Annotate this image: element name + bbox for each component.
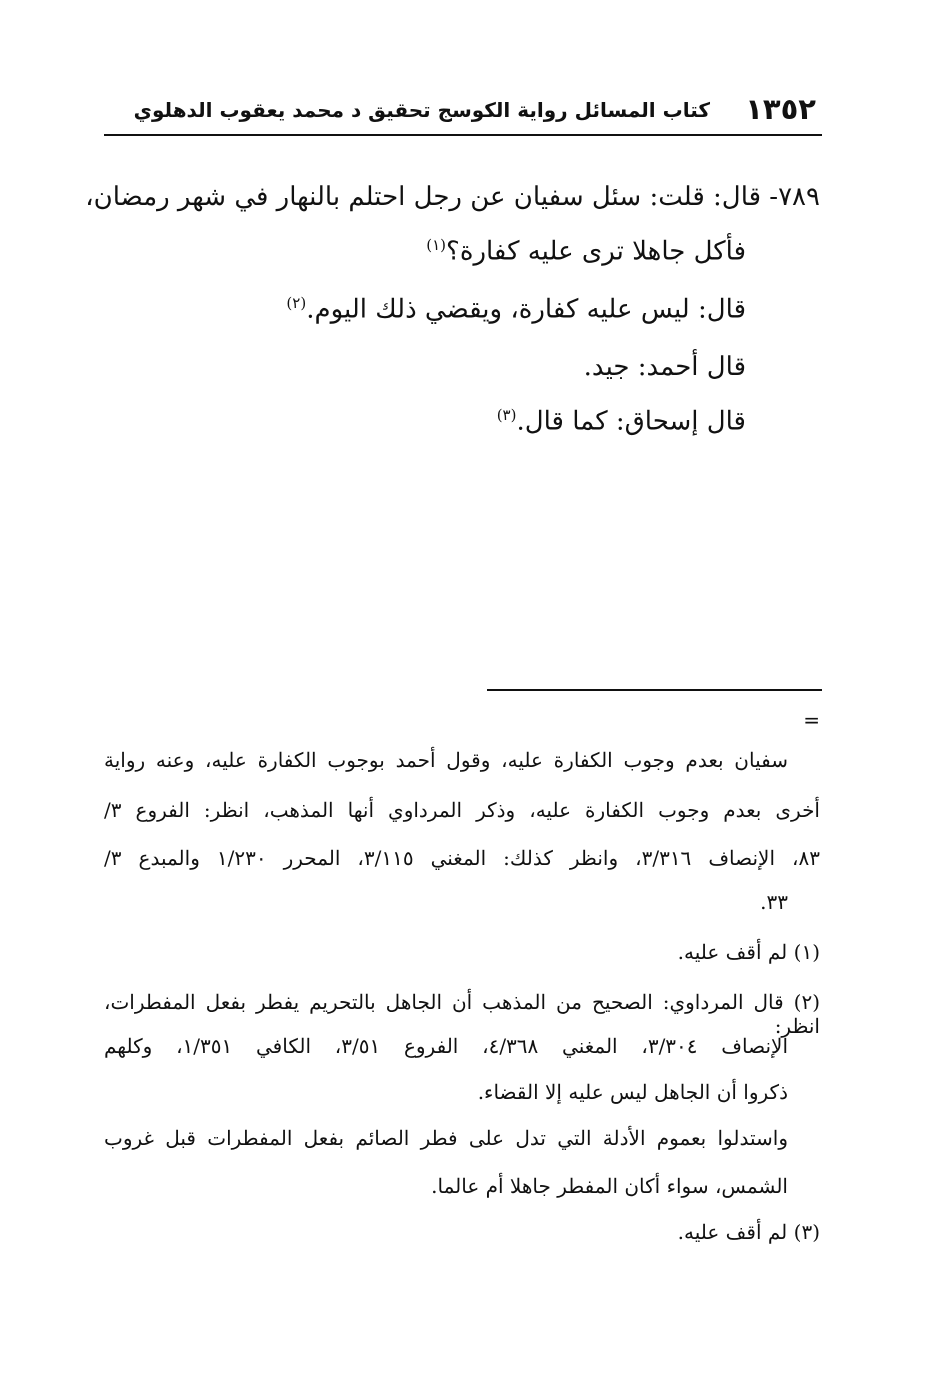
footnote-ref-3: (٣) [496,406,517,424]
main-line-4: قال أحمد: جيد. [583,352,746,382]
main-line-5-text: قال إسحاق: كما قال. [516,406,746,437]
footnote-2-line-1: (٢) قال المرداوي: الصحيح من المذهب أن الجاهل بالتحريم يفطر بفعل المفطرات، انظر: [104,990,820,1038]
footnote-2-line-2: الإنصاف ٣/٣٠٤، المغني ٤/٣٦٨، الفروع ٣/٥١، الكافي ١/٣٥١، وكلهم [104,1034,788,1058]
footnote-ref-1: (١) [426,236,447,254]
footnote-cont-line-1: سفيان بعدم وجوب الكفارة عليه، وقول أحمد بوجوب الكفارة عليه، وعنه رواية [104,748,788,772]
main-line-1: ٧٨٩- قال: قلت: سئل سفيان عن رجل احتلم بالنهار في شهر رمضان، [85,182,820,212]
running-title: كتاب المسائل رواية الكوسج تحقيق د محمد يعقوب الدهلوي [133,98,710,122]
main-line-3 [286,294,746,325]
footnote-1: (١) لم أقف عليه. [677,940,820,964]
footnote-rule [487,689,822,691]
footnote-3: (٣) لم أقف عليه. [677,1220,820,1244]
main-line-2-text: فأكل جاهلا ترى عليه كفارة؟ [446,236,746,267]
page-header [104,84,822,136]
main-line-2 [426,236,746,267]
page-number: ١٣٥٢ [745,92,816,126]
footnote-cont-line-3: ٨٣، الإنصاف ٣/٣١٦، وانظر كذلك: المغني ٣/١١٥، المحرر ١/٢٣٠ والمبدع ٣/ [104,846,820,870]
footnote-2-line-5: الشمس، سواء أكان المفطر جاهلا أم عالما. [431,1174,788,1198]
main-line-3-text: قال: ليس عليه كفارة، ويقضي ذلك اليوم. [306,294,746,325]
main-line-5 [497,406,746,437]
header-rule [104,134,822,136]
footnote-2-line-3: ذكروا أن الجاهل ليس عليه إلا القضاء. [477,1080,788,1104]
footnote-cont-line-4: ٣٣. [760,890,788,914]
footnote-2-line-4: واستدلوا بعموم الأدلة التي تدل على فطر الصائم بفعل المفطرات قبل غروب [104,1126,788,1150]
footnote-ref-2: (٢) [286,294,307,312]
footnote-cont-line-2: أخرى بعدم وجوب الكفارة عليه، وذكر المرداوي أنها المذهب، انظر: الفروع ٣/ [104,798,820,822]
continuation-mark: = [803,708,820,732]
